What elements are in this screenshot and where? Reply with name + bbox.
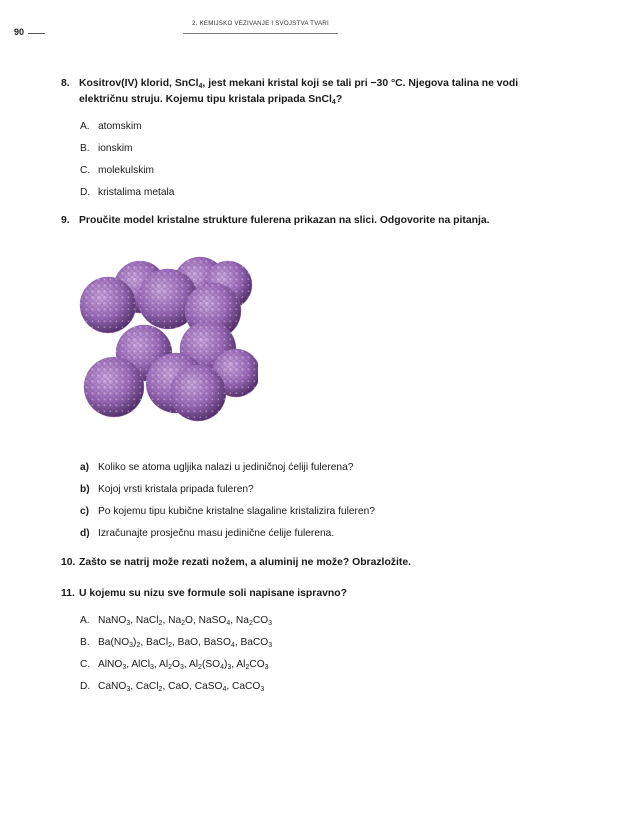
formula-text: , Na bbox=[230, 615, 249, 626]
page-number: 90 bbox=[14, 27, 25, 37]
formula-subscript: 4 bbox=[222, 686, 227, 693]
question-number: 8. bbox=[61, 78, 70, 89]
formula-subscript: 3 bbox=[126, 620, 131, 627]
formula-text: , AlCl bbox=[126, 659, 151, 670]
option-formula bbox=[98, 614, 272, 628]
subquestion-label: a) bbox=[80, 462, 90, 473]
option-text: kristalima metala bbox=[98, 187, 175, 198]
option-label: A. bbox=[80, 121, 90, 132]
formula-subscript: 3 bbox=[179, 664, 184, 671]
formula-subscript: 2 bbox=[181, 620, 186, 627]
option-formula bbox=[98, 680, 264, 694]
option-label: B. bbox=[80, 143, 90, 154]
formula-subscript: 2 bbox=[136, 642, 141, 649]
subquestion-label: d) bbox=[80, 528, 90, 539]
question-text: Kositrov(IV) klorid, SnCl$_4$, jest mekani kristal koji se tali pri −30 °C. Njegova talina ne vodi električnu struju. Kojemu tipu kristala pripada SnCl$_4$? bbox=[79, 78, 519, 106]
formula-text: (SO bbox=[201, 659, 221, 670]
formula-text: CO bbox=[249, 659, 265, 670]
subquestion-text: Kojoj vrsti kristala pripada fuleren? bbox=[98, 484, 254, 495]
option-label: C. bbox=[80, 165, 91, 176]
option-text: molekulskim bbox=[98, 165, 155, 176]
running-title: 2. KEMIJSKO VEZIVANJE I SVOJSTVA TVARI bbox=[192, 20, 329, 27]
option-label: D. bbox=[80, 681, 91, 692]
formula-text: Ba(NO bbox=[98, 637, 130, 648]
option-label: D. bbox=[80, 187, 91, 198]
formula-subscript: 2 bbox=[158, 686, 163, 693]
formula-text: AlNO bbox=[98, 659, 123, 670]
formula-text: O, NaSO bbox=[185, 615, 227, 626]
formula-text: , BaCl bbox=[140, 637, 169, 648]
question-number: 9. bbox=[61, 215, 70, 226]
formula-text: ) bbox=[223, 659, 228, 670]
formula-subscript: 3 bbox=[268, 620, 273, 627]
formula-text: , Al bbox=[231, 659, 246, 670]
formula-subscript: 2 bbox=[198, 664, 202, 671]
subquestion-text: Koliko se atoma ugljika nalazi u jediničnoj ćeliji fulerena? bbox=[98, 462, 354, 473]
question-text: Zašto se natrij može rezati nožem, a aluminij ne može? Obrazložite. bbox=[79, 557, 411, 568]
formula-subscript: 3 bbox=[122, 664, 127, 671]
fullerene-atom-texture bbox=[84, 357, 144, 417]
fullerene-crystal-image bbox=[78, 253, 258, 423]
formula-subscript: 4 bbox=[230, 642, 235, 649]
formula-subscript: 2 bbox=[248, 620, 253, 627]
formula-text: , BaO, BaSO bbox=[172, 637, 231, 648]
formula-subscript: 3 bbox=[264, 664, 269, 671]
subquestion-text: Izračunajte prosječnu masu jedinične ćelije fulerena. bbox=[98, 528, 335, 539]
option-label: A. bbox=[80, 615, 90, 626]
formula-text: , CaCO bbox=[226, 681, 261, 692]
question-number: 10. bbox=[61, 557, 76, 568]
fullerene-atom-texture bbox=[170, 365, 226, 421]
formula-subscript: 4 bbox=[220, 664, 224, 671]
question-text: U kojemu su nizu sve formule soli napisane ispravno? bbox=[79, 588, 347, 599]
formula-text: , CaCl bbox=[130, 681, 159, 692]
formula-subscript: 2 bbox=[168, 664, 173, 671]
page-number-rule bbox=[28, 33, 45, 34]
question-text: Proučite model kristalne strukture fulerena prikazan na slici. Odgovorite na pitanja. bbox=[79, 215, 490, 226]
option-label: B. bbox=[80, 637, 90, 648]
formula-text: NaNO bbox=[98, 615, 127, 626]
formula-subscript: 3 bbox=[129, 642, 134, 649]
formula-text: , Na bbox=[162, 615, 182, 626]
option-formula bbox=[98, 636, 272, 650]
subquestion-text: Po kojemu tipu kubične kristalne slagaline kristalizira fuleren? bbox=[98, 506, 375, 517]
subquestion-label: c) bbox=[80, 506, 90, 517]
formula-text: CO bbox=[252, 615, 269, 626]
formula-subscript: 3 bbox=[227, 664, 232, 671]
fullerene-crystal-figure bbox=[78, 253, 258, 423]
formula-subscript: 3 bbox=[126, 686, 131, 693]
formula-text: O bbox=[172, 659, 180, 670]
option-label: C. bbox=[80, 659, 91, 670]
formula-subscript: 3 bbox=[268, 642, 273, 649]
formula-subscript: 2 bbox=[245, 664, 250, 671]
formula-text: , NaCl bbox=[130, 615, 159, 626]
formula-text: , BaCO bbox=[234, 637, 269, 648]
option-formula bbox=[98, 658, 269, 672]
fullerene-atom-texture bbox=[80, 277, 136, 333]
formula-text: CaNO bbox=[98, 681, 127, 692]
formula-subscript: 2 bbox=[158, 620, 163, 627]
running-title-rule bbox=[183, 33, 338, 34]
formula-subscript: 4 bbox=[226, 620, 231, 627]
formula-subscript: 2 bbox=[168, 642, 173, 649]
formula-text: , Al bbox=[183, 659, 199, 670]
option-text: ionskim bbox=[98, 143, 133, 154]
formula-text: ) bbox=[133, 637, 137, 648]
formula-subscript: 3 bbox=[260, 686, 265, 693]
formula-subscript: 3 bbox=[150, 664, 154, 671]
question-number: 11. bbox=[61, 588, 75, 599]
formula-text: , CaO, CaSO bbox=[162, 681, 223, 692]
option-text: atomskim bbox=[98, 121, 142, 132]
formula-text: , Al bbox=[153, 659, 169, 670]
subquestion-label: b) bbox=[80, 484, 90, 495]
